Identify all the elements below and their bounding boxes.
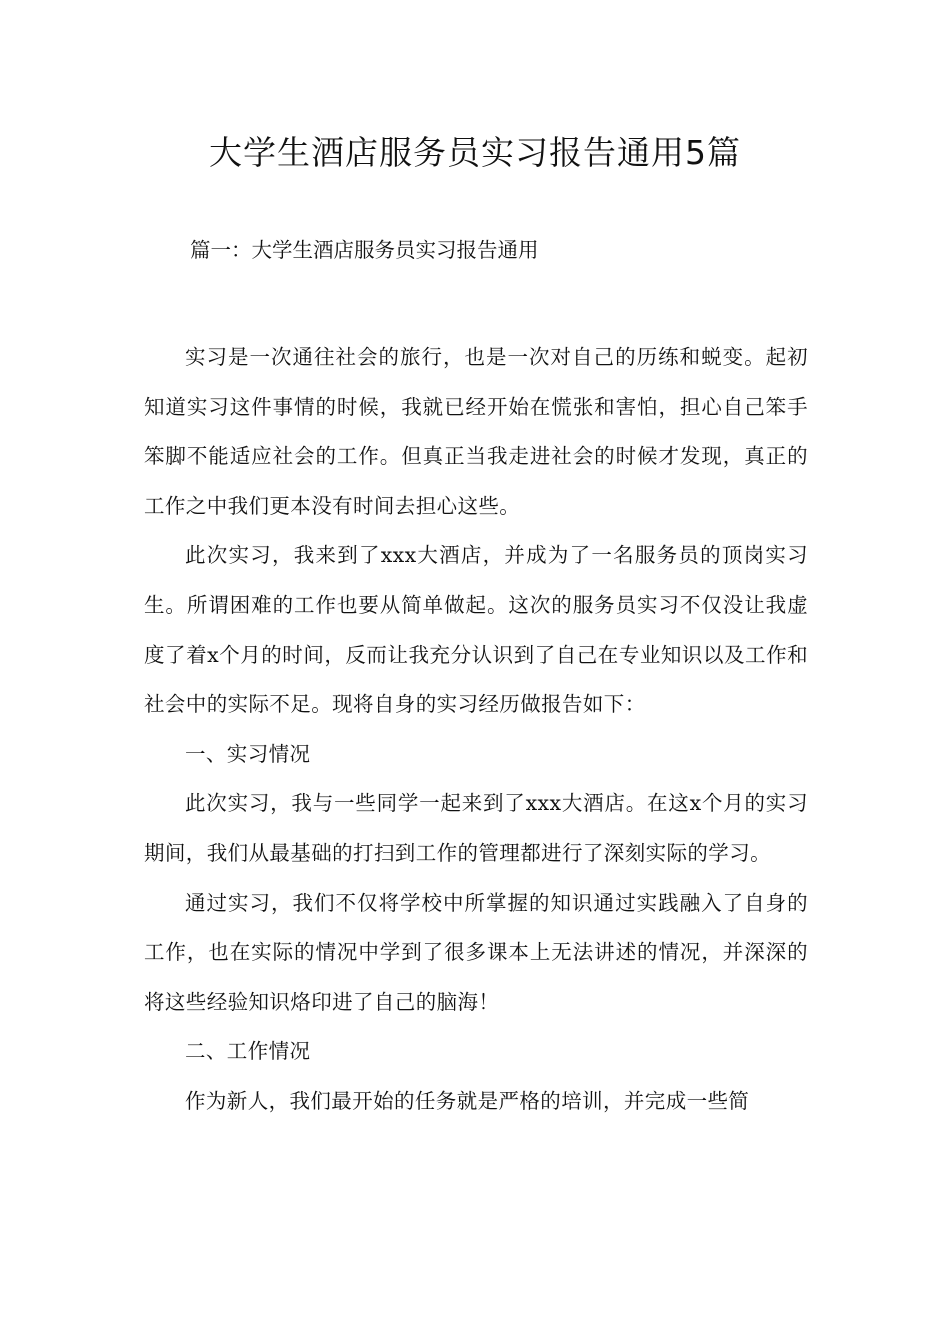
paragraph: 通过实习，我们不仅将学校中所掌握的知识通过实践融入了自身的工作，也在实际的情况中学到了很多课本上无法讲述的情况，并深深的将这些经验知识烙印进了自己的脑海！ [144, 890, 808, 1014]
section-heading: 二、工作情况 [185, 1039, 311, 1064]
document-title: 大学生酒店服务员实习报告通用5篇 [209, 133, 741, 172]
paragraph: 此次实习，我来到了xxx大酒店，并成为了一名服务员的顶岗实习生。所谓困难的工作也要从简单做起。这次的服务员实习不仅没让我虚度了着x个月的时间，反而让我充分认识到了自己在专业知识以及工作和社会中的实际不足。现将自身的实习经历做报告如下： [144, 543, 808, 717]
document-body [144, 333, 808, 1127]
paragraph: 作为新人，我们最开始的任务就是严格的培训，并完成一些简 [185, 1088, 750, 1113]
section-heading: 一、实习情况 [185, 741, 311, 766]
document-subtitle: 篇一：大学生酒店服务员实习报告通用 [190, 238, 539, 262]
paragraph: 实习是一次通往社会的旅行，也是一次对自己的历练和蜕变。起初知道实习这件事情的时候，我就已经开始在慌张和害怕，担心自己笨手笨脚不能适应社会的工作。但真正当我走进社会的时候才发现，真正的工作之中我们更本没有时间去担心这些。 [144, 345, 808, 518]
paragraph: 此次实习，我与一些同学一起来到了xxx大酒店。在这x个月的实习期间，我们从最基础的打扫到工作的管理都进行了深刻实际的学习。 [144, 791, 808, 865]
